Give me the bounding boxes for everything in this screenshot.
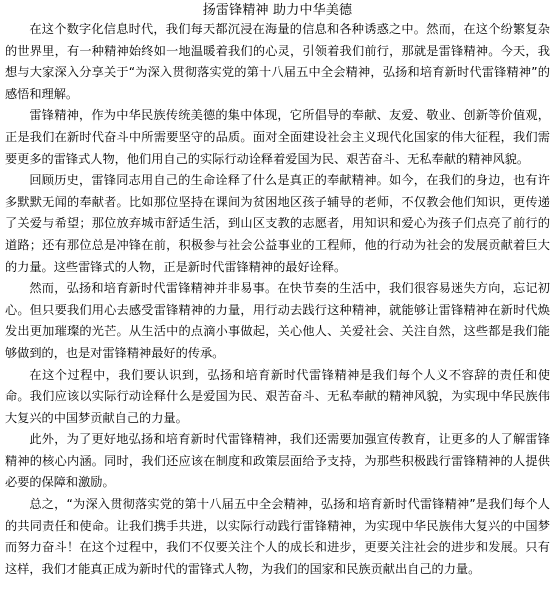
paragraph-history: 回顾历史，雷锋同志用自己的生命诠释了什么是真正的奉献精神。如今，在我们的身边，也有许多默默无闻的奉献者。比如那位坚持在课间为贫困地区孩子辅导的老师，不仅教会他们知识，更传递了关爱与希望；那位放弃城市舒适生活，到山区支教的志愿者，用知识和爱心为孩子们点亮了前行的道路；还有那位总是冲锋在前，积极参与社会公益事业的工程师，他的行动为社会的发展贡献着巨大的力量。这些雷锋式的人物，正是新时代雷锋精神的最好诠释。 bbox=[5, 173, 550, 274]
paragraph-values: 雷锋精神，作为中华民族传统美德的集中体现，它所倡导的奉献、友爱、敬业、创新等价值观，正是我们在新时代奋斗中所需要坚守的品质。面对全面建设社会主义现代化国家的伟大征程，我们需要更多的雷锋式人物，他们用自己的实际行动诠释着爱国为民、艰苦奋斗、无私奉献的精神风貌。 bbox=[5, 108, 550, 166]
paragraph-responsibility: 在这个过程中，我们要认识到，弘扬和培育新时代雷锋精神是我们每个人义不容辞的责任和使命。我们应该以实际行动诠释什么是爱国为民、艰苦奋斗、无私奉献的精神风貌，为实现中华民族伟大复兴的中国梦贡献自己的力量。 bbox=[5, 367, 550, 425]
paragraph-conclusion: 总之，“为深入贯彻落实党的第十八届五中全会精神，弘扬和培育新时代雷锋精神”是我们每个人的共同责任和使命。让我们携手共进，以实际行动践行雷锋精神，为实现中华民族伟大复兴的中国梦而努力奋斗！在这个过程中，我们不仅要关注个人的成长和进步，更要关注社会的进步和发展。只有这样，我们才能真正成为新时代的雷锋式人物，为我们的国家和民族贡献出自己的力量。 bbox=[5, 497, 550, 576]
paragraph-promotion: 此外，为了更好地弘扬和培育新时代雷锋精神，我们还需要加强宣传教育，让更多的人了解雷锋精神的核心内涵。同时，我们还应该在制度和政策层面给予支持，为那些积极践行雷锋精神的人提供必要的保障和激励。 bbox=[5, 432, 550, 490]
paragraph-intro: 在这个数字化信息时代，我们每天都沉浸在海量的信息和各种诱惑之中。然而，在这个纷繁复杂的世界里，有一种精神始终如一地温暖着我们的心灵，引领着我们前行，那就是雷锋精神。今天，我想与大家深入分享关于“为深入贯彻落实党的第十八届五中全会精神，弘扬和培育新时代雷锋精神”的感悟和理解。 bbox=[5, 22, 550, 101]
paragraph-challenge: 然而，弘扬和培育新时代雷锋精神并非易事。在快节奏的生活中，我们很容易迷失方向，忘记初心。但只要我们用心去感受雷锋精神的力量，用行动去践行这种精神，就能够让雷锋精神在新时代焕发出更加璀璨的光芒。从生活中的点滴小事做起，关心他人、关爱社会、关注自然，这些都是我们能够做到的，也是对雷锋精神最好的传承。 bbox=[5, 281, 550, 360]
document-title: 扬雷锋精神 助力中华美德 bbox=[202, 3, 353, 18]
